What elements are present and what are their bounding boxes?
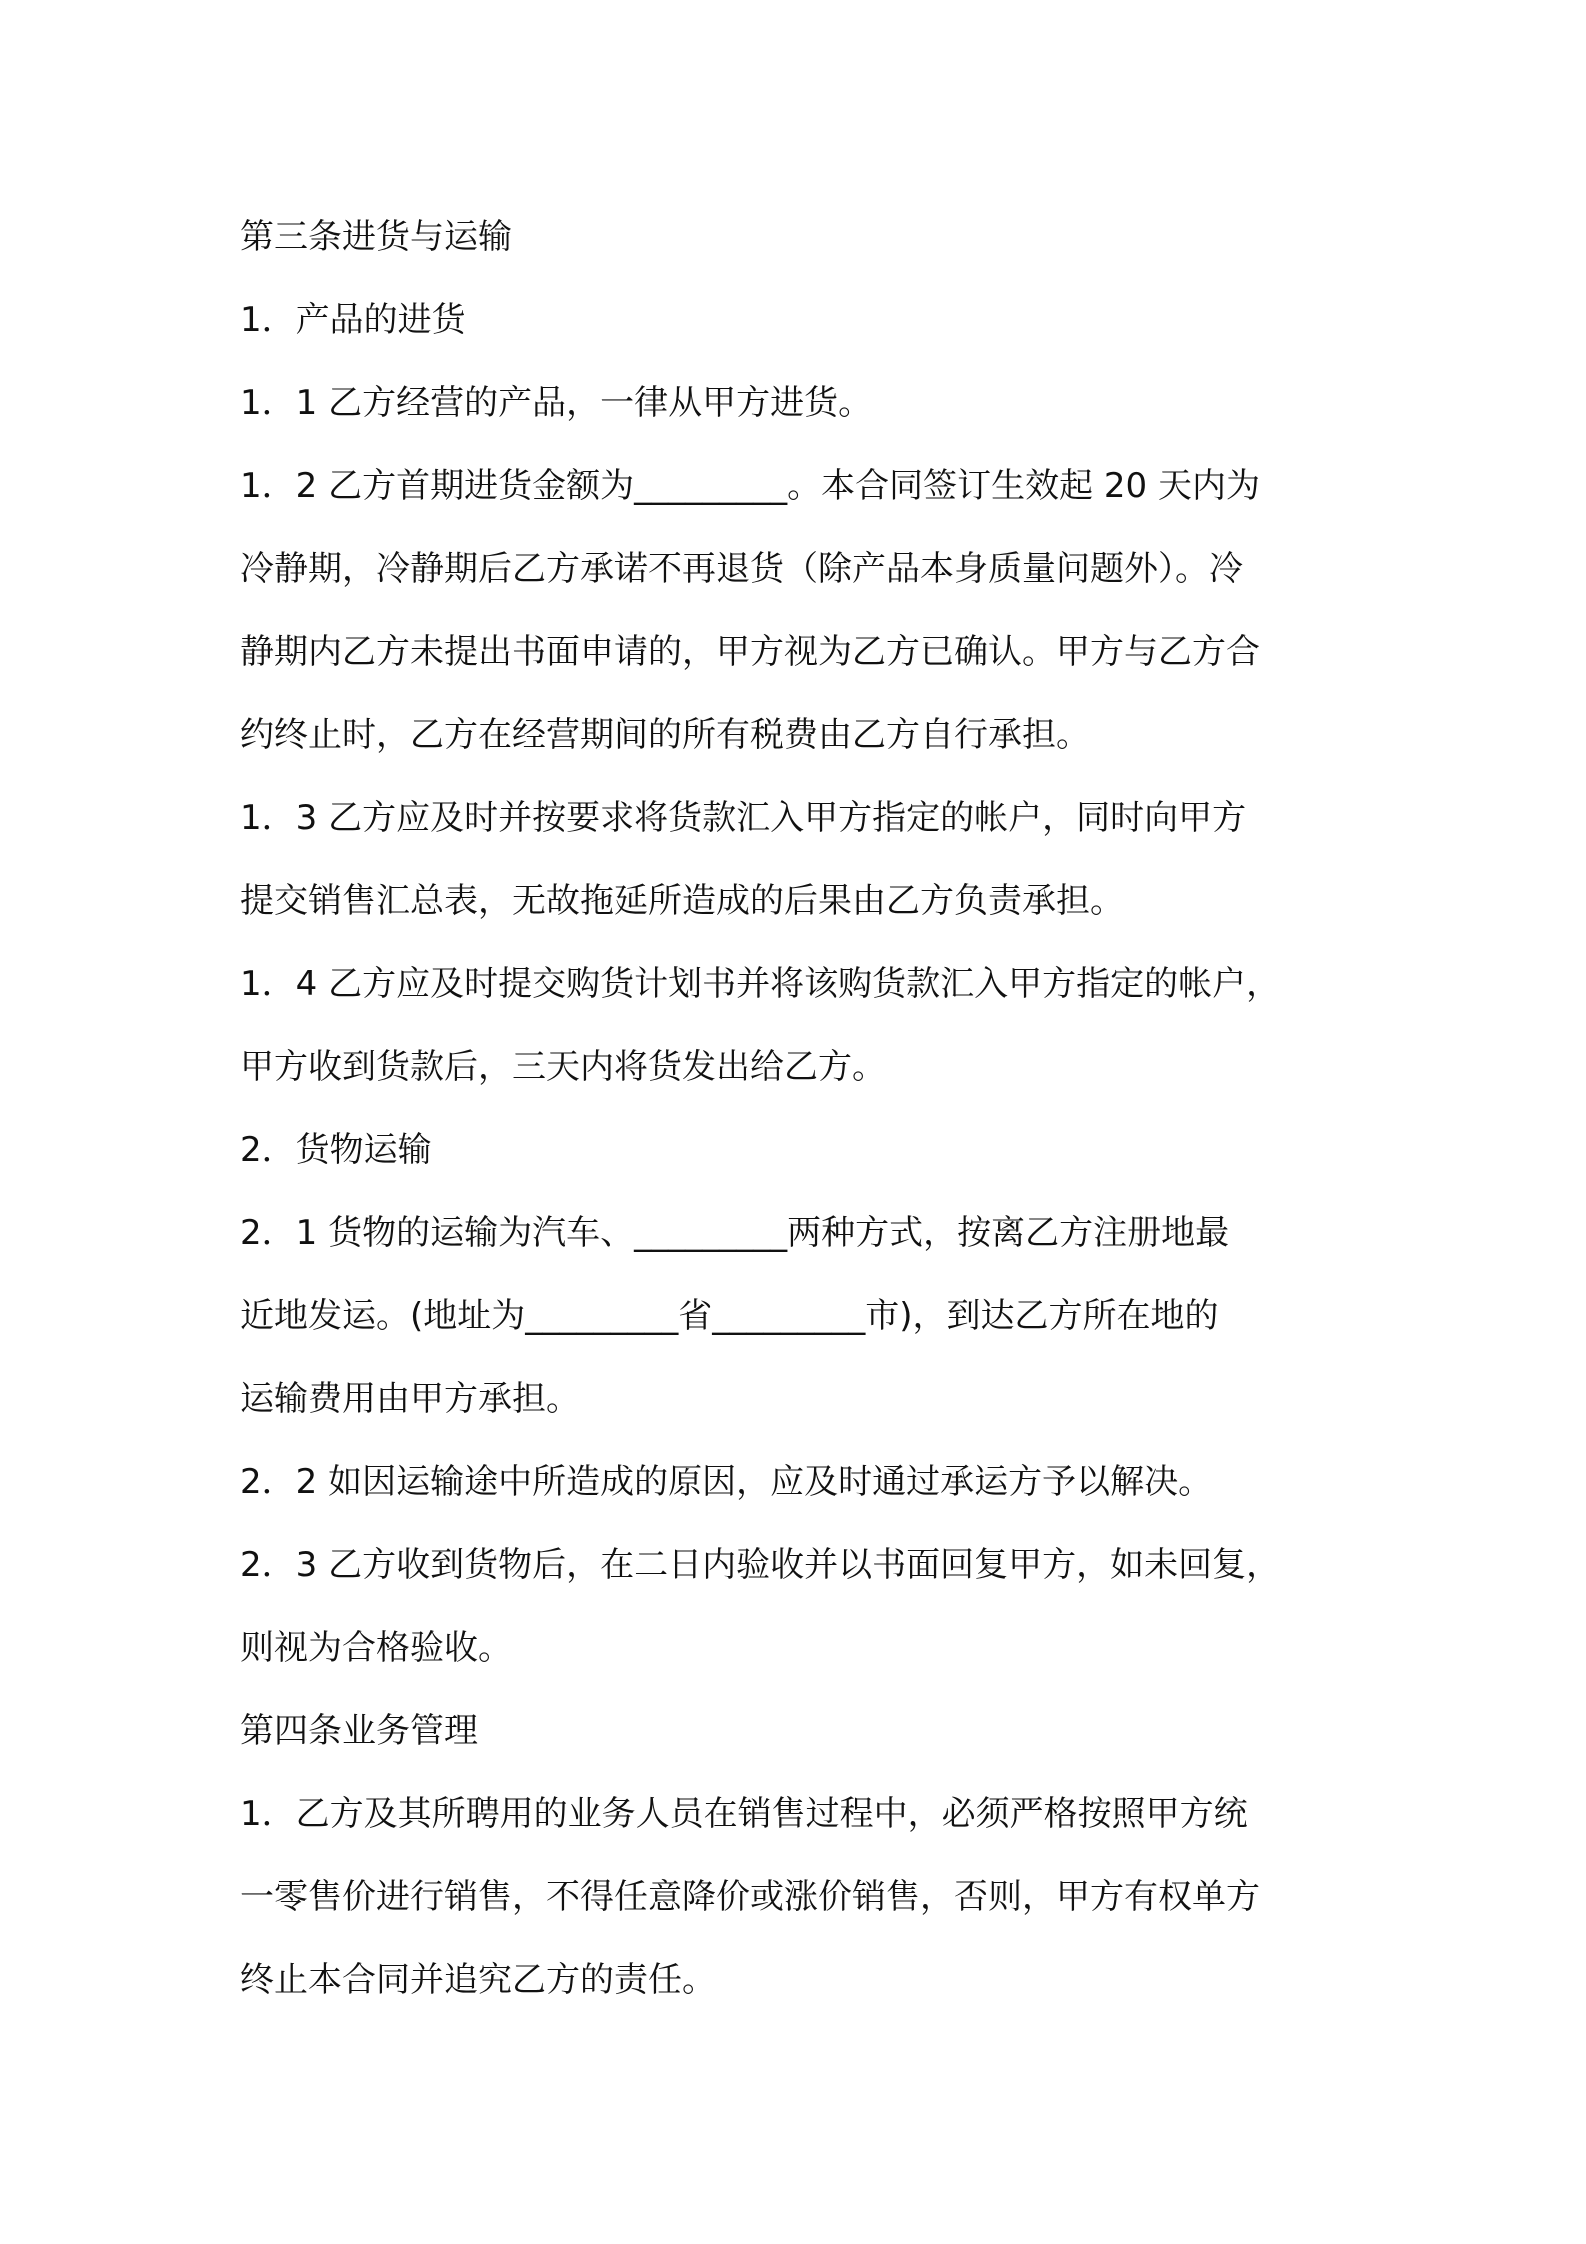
paragraph-1-2-line-3: 静期内乙方未提出书面申请的，甲方视为乙方已确认。甲方与乙方合 (240, 632, 1260, 672)
section-1-heading: 1．产品的进货 (240, 300, 466, 340)
paragraph-2-1-line-2: 近地发运。(地址为_________省_________市)，到达乙方所在地的 (240, 1296, 1219, 1336)
paragraph-2-1-line-3: 运输费用由甲方承担。 (240, 1379, 580, 1419)
section-2-heading: 2．货物运输 (240, 1130, 432, 1170)
paragraph-1-2-line-2: 冷静期，冷静期后乙方承诺不再退货（除产品本身质量问题外）。冷 (240, 549, 1243, 589)
paragraph-1-4-line-2: 甲方收到货款后，三天内将货发出给乙方。 (240, 1047, 886, 1087)
document-body (240, 196, 1350, 2022)
paragraph-1-3-line-2: 提交销售汇总表，无故拖延所造成的后果由乙方负责承担。 (240, 881, 1124, 921)
article-4-paragraph-1-line-2: 一零售价进行销售，不得任意降价或涨价销售，否则，甲方有权单方 (240, 1877, 1260, 1917)
paragraph-1-2-line-1: 1．2 乙方首期进货金额为_________。本合同签订生效起 20 天内为 (240, 466, 1260, 506)
paragraph-2-3-line-1: 2．3 乙方收到货物后，在二日内验收并以书面回复甲方，如未回复， (240, 1545, 1281, 1585)
paragraph-2-3-line-2: 则视为合格验收。 (240, 1628, 512, 1668)
paragraph-1-2-line-4: 约终止时，乙方在经营期间的所有税费由乙方自行承担。 (240, 715, 1090, 755)
paragraph-2-1-line-1: 2．1 货物的运输为汽车、_________两种方式，按离乙方注册地最 (240, 1213, 1230, 1253)
article-4-heading: 第四条业务管理 (240, 1711, 478, 1751)
article-4-paragraph-1-line-1: 1．乙方及其所聘用的业务人员在销售过程中，必须严格按照甲方统 (240, 1794, 1248, 1834)
article-4-paragraph-1-line-3: 终止本合同并追究乙方的责任。 (240, 1960, 716, 2000)
paragraph-1-3-line-1: 1．3 乙方应及时并按要求将货款汇入甲方指定的帐户，同时向甲方 (240, 798, 1247, 838)
paragraph-2-2: 2．2 如因运输途中所造成的原因，应及时通过承运方予以解决。 (240, 1462, 1213, 1502)
paragraph-1-1: 1．1 乙方经营的产品，一律从甲方进货。 (240, 383, 873, 423)
paragraph-1-4-line-1: 1．4 乙方应及时提交购货计划书并将该购货款汇入甲方指定的帐户， (240, 964, 1281, 1004)
article-3-heading: 第三条进货与运输 (240, 217, 512, 257)
